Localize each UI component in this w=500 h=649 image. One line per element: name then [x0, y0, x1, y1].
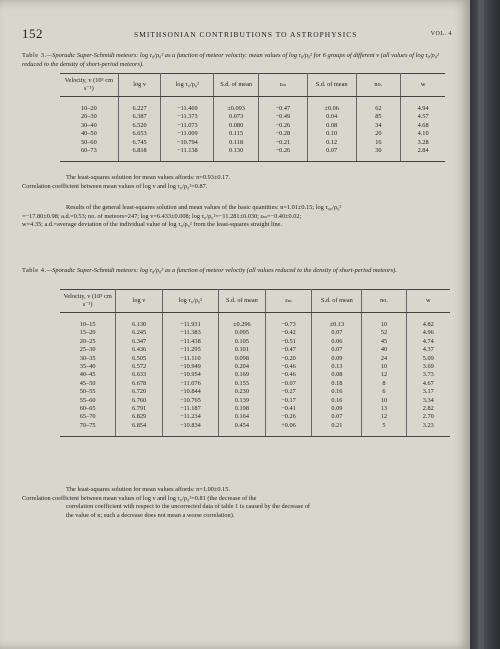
table-cell: 0.155 — [219, 380, 266, 388]
table-cell: 0.04 — [307, 113, 356, 121]
table-cell: −10.954 — [162, 371, 218, 379]
table-cell: 16 — [356, 139, 401, 147]
table-cell: −11.469 — [161, 97, 214, 114]
table-cell: 3.69 — [422, 363, 434, 371]
table-cell: +0.06 — [265, 422, 312, 437]
table-cell: 4.96 — [422, 329, 434, 337]
table-cell: 52 — [362, 329, 406, 337]
table-cell: 6.130 — [116, 313, 162, 330]
table-cell: 0.118 — [214, 139, 259, 147]
table-cell: 0.18 — [312, 380, 362, 388]
text-line: The least-squares solution for mean values affords: n=0.93±0.17. — [66, 174, 230, 181]
table-cell: 5 — [362, 422, 406, 437]
table-cell: 4.82 — [422, 321, 434, 328]
table-cell: −0.27 — [265, 388, 312, 396]
table-cell: −11.009 — [161, 130, 214, 138]
table3-column-header: no. — [356, 74, 401, 97]
table-cell: 10 — [362, 397, 406, 405]
table-cell: 0.09 — [312, 355, 362, 363]
table-cell: 4.68 — [417, 121, 429, 129]
table-cell: −0.46 — [265, 371, 312, 379]
results-paragraph — [22, 204, 452, 230]
table-cell: 65–70 — [60, 413, 116, 421]
table4-column-header: εₘ — [265, 290, 312, 313]
table-cell: 6.720 — [116, 388, 162, 396]
table-cell: −0.41 — [265, 405, 312, 413]
table3-header-row — [60, 74, 445, 97]
table-cell: −0.20 — [265, 355, 312, 363]
table-cell: 0.139 — [219, 397, 266, 405]
table-cell: −0.26 — [265, 413, 312, 421]
table4-column-header: log τ₀/ρ₀² — [162, 290, 218, 313]
table-cell: 4.37 — [422, 346, 434, 354]
table-cell: 12 — [362, 413, 406, 421]
table-cell: 3.28 — [417, 138, 429, 146]
table4-caption-text: —Sporadic Super-Schmidt meteors: log τ₀/ρ₀² as a function of meteor velocity (all values reduced to the density of short-period meteors). — [46, 267, 397, 274]
table-cell: 2.82 — [422, 405, 434, 413]
table3-column-header: log v — [118, 74, 161, 97]
table-cell: −11.138 — [161, 147, 214, 162]
table-cell: 50–60 — [60, 139, 118, 147]
table-cell: 6.387 — [118, 113, 161, 121]
table-cell: 0.07 — [312, 346, 362, 354]
table3-caption-label: Table 3. — [22, 52, 47, 59]
table-cell: 12 — [362, 371, 406, 379]
table-cell: 3.73 — [422, 371, 434, 379]
text-line: Results of the general least-squares solution and mean values of the basic quantities: n=1.01±0.15; log τ₀₀/ρ₀² — [66, 204, 342, 211]
table-cell: 0.13 — [312, 363, 362, 371]
table-row — [60, 130, 445, 138]
page-number: 152 — [22, 26, 43, 41]
table-cell: 45 — [362, 338, 406, 346]
table-cell: −0.28 — [259, 130, 308, 138]
table3-column-header: εₘ — [259, 74, 308, 97]
book-edge — [468, 0, 500, 649]
table3-column-header: S.d. of mean — [214, 74, 259, 97]
table-cell: −0.51 — [265, 338, 312, 346]
table-cell: 0.07 — [307, 147, 356, 162]
table4-column-header: S.d. of mean — [312, 290, 362, 313]
table4-column-header: w — [406, 290, 450, 313]
table-cell: 6.436 — [116, 346, 162, 354]
table3-column-header: S.d. of mean — [307, 74, 356, 97]
table-cell: 60–73 — [60, 147, 118, 162]
table-cell: 6.760 — [116, 397, 162, 405]
table-row — [60, 113, 445, 121]
table-cell: 40–50 — [60, 130, 118, 138]
table-row — [60, 329, 450, 337]
table4-column-header: log v — [116, 290, 162, 313]
table3-column-header: Velocity, v (10⁵ cm s⁻¹) — [60, 74, 118, 97]
table-cell: 40 — [362, 346, 406, 354]
table-cell: 62 — [356, 97, 401, 114]
table-cell: 0.073 — [214, 113, 259, 121]
table-cell: 6.633 — [116, 371, 162, 379]
table-cell: 6.347 — [116, 338, 162, 346]
table-cell: 5.09 — [422, 354, 434, 362]
table-cell: ±0.13 — [312, 313, 362, 330]
table3-notes — [22, 174, 452, 191]
text-line: the value of n; such a decrease does not mean a worse correlation). — [66, 511, 235, 519]
table-cell: 0.08 — [312, 371, 362, 379]
table-cell: −11.110 — [162, 355, 218, 363]
table-cell: 0.130 — [214, 147, 259, 162]
book-spine — [478, 0, 484, 649]
table-cell: 0.105 — [219, 338, 266, 346]
table-cell: 0.07 — [312, 329, 362, 337]
table-cell: 2.70 — [422, 413, 434, 421]
table-cell: 6.245 — [116, 329, 162, 337]
table-cell: 30 — [356, 147, 401, 162]
table-cell: −11.931 — [162, 313, 218, 330]
table-cell: 10–20 — [60, 97, 118, 114]
table-cell: 8 — [362, 380, 406, 388]
table-cell: −0.07 — [265, 380, 312, 388]
table-cell: 20–25 — [60, 338, 116, 346]
table-cell: 24 — [362, 355, 406, 363]
table3-column-header: w — [401, 74, 445, 97]
table-cell: 60–65 — [60, 405, 116, 413]
table-cell: 6.505 — [116, 355, 162, 363]
table4-caption-label: Table 4. — [22, 267, 47, 274]
table-cell: 40–45 — [60, 371, 116, 379]
table-cell: 0.454 — [219, 422, 266, 437]
table-row — [60, 413, 450, 421]
text-line: Correlation coefficient between mean values of log v and log τ₀/ρ₀²=0.87. — [22, 182, 208, 190]
table4-caption — [22, 266, 452, 275]
table-row — [60, 397, 450, 405]
table-cell: 0.16 — [312, 397, 362, 405]
table-cell: ±0.296 — [219, 313, 266, 330]
table-cell: 0.115 — [214, 130, 259, 138]
table-row — [60, 338, 450, 346]
table-row — [60, 363, 450, 371]
table-row — [60, 355, 450, 363]
table-cell: −11.234 — [162, 413, 218, 421]
table-cell: 0.12 — [307, 139, 356, 147]
table-cell: −0.26 — [259, 122, 308, 130]
text-line: =−17.80±0.98; a.d.=0.53; no. of meteors=247; log v=6.433±0.008; log τ₀/ρ₀²=−11.281±0.030; εₘ=−0.40±0.02; — [22, 212, 302, 220]
table-cell: −10.949 — [162, 363, 218, 371]
table-cell: −0.73 — [265, 313, 312, 330]
table-cell: 0.098 — [219, 355, 266, 363]
table-cell: 6.678 — [116, 380, 162, 388]
table-cell: −0.47 — [265, 346, 312, 354]
table-row — [60, 422, 450, 437]
table-cell: −11.073 — [161, 122, 214, 130]
table-cell: 4.74 — [422, 337, 434, 345]
table-cell: 10 — [362, 363, 406, 371]
table-cell: −11.076 — [162, 380, 218, 388]
running-title: SMITHSONIAN CONTRIBUTIONS TO ASTROPHYSICS — [134, 30, 358, 39]
table-cell: −11.295 — [162, 346, 218, 354]
table-cell: −0.47 — [259, 97, 308, 114]
table-row — [60, 388, 450, 396]
text-line: w=4.35; a.d.=average deviation of the individual value of log τ₀/ρ₀² from the least-squares straight line. — [22, 221, 283, 228]
table-cell: 0.095 — [219, 329, 266, 337]
table-row — [60, 313, 450, 330]
table-cell: 4.57 — [417, 113, 429, 121]
table-cell: 0.204 — [219, 363, 266, 371]
table3-column-header: log τ₀/ρ₀² — [161, 74, 214, 97]
table-cell: −0.26 — [259, 147, 308, 162]
text-line: correlation coefficient with respect to the uncorrected data of table 1 is caused by the decrease of — [66, 503, 310, 510]
table-cell: 6.572 — [116, 363, 162, 371]
table-cell: −11.383 — [162, 329, 218, 337]
table-cell: 25–30 — [60, 346, 116, 354]
table-cell: 6.745 — [118, 139, 161, 147]
table-cell: 3.17 — [422, 388, 434, 396]
table-cell: −0.21 — [259, 139, 308, 147]
table-row — [60, 97, 445, 114]
table-cell: 6.854 — [116, 422, 162, 437]
table-cell: 3.23 — [406, 422, 450, 437]
table-row — [60, 380, 450, 388]
table-cell: 0.09 — [312, 405, 362, 413]
table-cell: 20–30 — [60, 113, 118, 121]
table4-column-header: Velocity, v (10⁵ cm s⁻¹) — [60, 290, 116, 313]
table-cell: −11.438 — [162, 338, 218, 346]
table4-column-header: no. — [362, 290, 406, 313]
table-cell: 6.818 — [118, 147, 161, 162]
table-cell: 0.101 — [219, 346, 266, 354]
table-cell: 30–40 — [60, 122, 118, 130]
table-cell: 35–40 — [60, 363, 116, 371]
table-cell: 85 — [356, 113, 401, 121]
table-cell: 6.227 — [118, 97, 161, 114]
table-cell: 0.16 — [312, 388, 362, 396]
table3 — [60, 73, 445, 162]
table-cell: 0.198 — [219, 405, 266, 413]
table-cell: 45–50 — [60, 380, 116, 388]
table-cell: 4.94 — [417, 105, 429, 112]
table4 — [60, 289, 450, 437]
table-cell: 3.34 — [422, 396, 434, 404]
table-cell: 55–60 — [60, 397, 116, 405]
table-cell: 0.080 — [214, 122, 259, 130]
table-cell: −0.17 — [265, 397, 312, 405]
table3-caption-text: —Sporadic Super-Schmidt meteors: log τ₀/ρ₀² as a function of meteor velocity: mean values of log τ₀/ρ₀² for 6 groups of different v (all values of log τ₀/ρ₀² reduced to the density of short-period meteors). — [22, 52, 439, 68]
table-cell: 15–20 — [60, 329, 116, 337]
table-cell: 0.07 — [312, 413, 362, 421]
table-cell: −0.49 — [259, 113, 308, 121]
table-row — [60, 122, 445, 130]
table-cell: 0.164 — [219, 413, 266, 421]
table-cell: 20 — [356, 130, 401, 138]
table-cell: 2.84 — [401, 147, 445, 162]
table-cell: 4.67 — [422, 379, 434, 387]
table-cell: 34 — [356, 122, 401, 130]
table-row — [60, 139, 445, 147]
table-cell: 30–35 — [60, 355, 116, 363]
table-cell: 6.791 — [116, 405, 162, 413]
table-cell: ±0.093 — [214, 97, 259, 114]
table-row — [60, 147, 445, 162]
table-cell: 13 — [362, 405, 406, 413]
table-cell: 70–75 — [60, 422, 116, 437]
table-cell: 0.08 — [307, 122, 356, 130]
table-cell: −0.42 — [265, 329, 312, 337]
table4-header-row — [60, 290, 450, 313]
table-cell: −10.765 — [162, 397, 218, 405]
table-cell: 6.520 — [118, 122, 161, 130]
table-cell: −10.794 — [161, 139, 214, 147]
table-cell: −10.844 — [162, 388, 218, 396]
table-cell: 0.169 — [219, 371, 266, 379]
text-line: Correlation coefficient between mean values of log v and log τ₀/ρ₀²=0.81 (the decrease of the — [22, 494, 257, 502]
table-cell: 4.10 — [417, 130, 429, 138]
volume-label: VOL. 4 — [430, 31, 452, 37]
table-cell: 6 — [362, 388, 406, 396]
table-cell: −11.187 — [162, 405, 218, 413]
table-cell: −10.834 — [162, 422, 218, 437]
table-cell: 10–15 — [60, 313, 116, 330]
table-cell: 10 — [362, 313, 406, 330]
table-cell: 6.653 — [118, 130, 161, 138]
text-line: The least-squares solution for mean values affords: n=1.00±0.15. — [66, 486, 230, 493]
table4-column-header: S.d. of mean — [219, 290, 266, 313]
table-row — [60, 405, 450, 413]
page-header — [22, 26, 452, 44]
table-cell: −11.373 — [161, 113, 214, 121]
table-cell: 6.829 — [116, 413, 162, 421]
table-row — [60, 371, 450, 379]
table-cell: 0.10 — [307, 130, 356, 138]
table4-notes — [22, 486, 452, 520]
table3-caption — [22, 51, 452, 69]
table-row — [60, 346, 450, 354]
table-cell: −0.46 — [265, 363, 312, 371]
table-cell: ±0.06 — [307, 97, 356, 114]
table-cell: 0.21 — [312, 422, 362, 437]
table-cell: 0.06 — [312, 338, 362, 346]
table-cell: 50–55 — [60, 388, 116, 396]
table-cell: 0.230 — [219, 388, 266, 396]
